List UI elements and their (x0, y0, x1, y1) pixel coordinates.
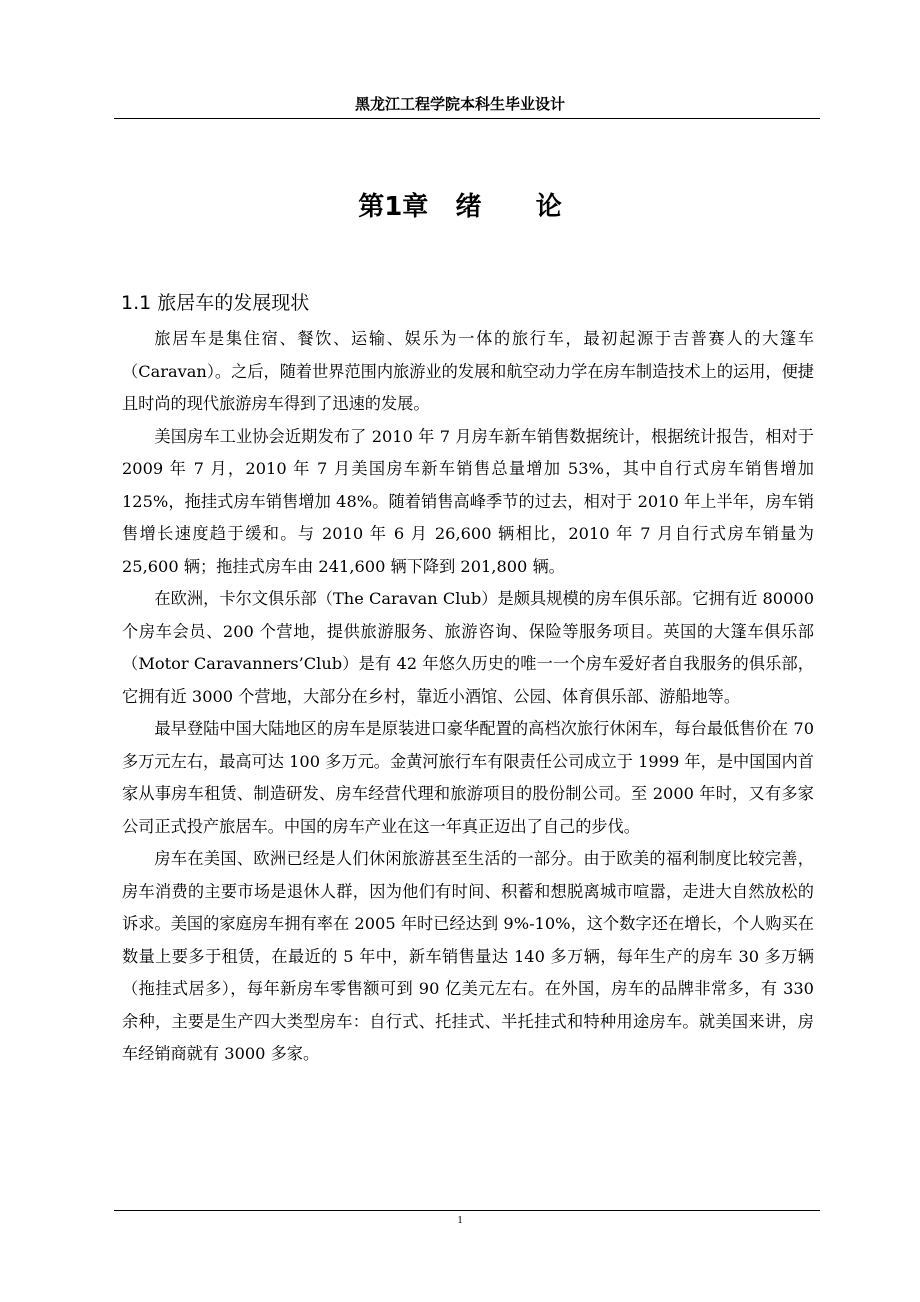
paragraph: 旅居车是集住宿、餐饮、运输、娱乐为一体的旅行车，最初起源于吉普赛人的大篷车（Caravan）。之后，随着世界范围内旅游业的发展和航空动力学在房车制造技术上的运用，便捷且时尚的现代旅游房车得到了迅速的发展。 (122, 329, 814, 413)
running-header: 黑龙江工程学院本科生毕业设计 (354, 95, 565, 113)
paragraph: 最早登陆中国大陆地区的房车是原装进口豪华配置的高档次旅行休闲车，每台最低售价在 70 多万元左右，最高可达 100 多万元。金黄河旅行车有限责任公司成立于 1999 年，是中国国内首家从事房车租赁、制造研发、房车经营代理和旅游项目的股份制公司。至 2000 年时，又有多家公司正式投产旅居车。中国的房车产业在这一年真正迈出了自己的步伐。 (122, 719, 814, 836)
header-divider (114, 118, 820, 119)
body-text (122, 323, 814, 1071)
paragraph: 房车在美国、欧洲已经是人们休闲旅游甚至生活的一部分。由于欧美的福利制度比较完善，房车消费的主要市场是退休人群，因为他们有时间、积蓄和想脱离城市喧嚣，走进大自然放松的诉求。美国的家庭房车拥有率在 2005 年时已经达到 9%-10%，这个数字还在增长，个人购买在数量上要多于租赁，在最近的 5 年中，新车销售量达 140 多万辆，每年生产的房车 30 多万辆（拖挂式居多），每年新房车零售额可到 90 亿美元左右。在外国，房车的品牌非常多，有 330 余种，主要是生产四大类型房车：自行式、托挂式、半托挂式和特种用途房车。就美国来讲，房车经销商就有 3000 多家。 (122, 849, 814, 1063)
page-number: 1 (457, 1214, 463, 1226)
footer-divider (114, 1210, 820, 1211)
section-heading: 1.1 旅居车的发展现状 (121, 292, 310, 314)
paragraph: 美国房车工业协会近期发布了 2010 年 7 月房车新车销售数据统计，根据统计报告，相对于 2009 年 7 月，2010 年 7 月美国房车新车销售总量增加 53%，其中自行式房车销售增加 125%，拖挂式房车销售增加 48%。随着销售高峰季节的过去，相对于 2010 年上半年，房车销售增长速度趋于缓和。与 2010 年 6 月 26,600 辆相比，2010 年 7 月自行式房车销量为 25,600 辆；拖挂式房车由 241,600 辆下降到 201,800 辆。 (122, 426, 814, 576)
paragraph: 在欧洲，卡尔文俱乐部（The Caravan Club）是颇具规模的房车俱乐部。它拥有近 80000 个房车会员、200 个营地，提供旅游服务、旅游咨询、保险等服务项目。英国的大篷车俱乐部（Motor Caravanners’Club）是有 42 年悠久历史的唯一一个房车爱好者自我服务的俱乐部，它拥有近 3000 个营地，大部分在乡村，靠近小酒馆、公园、体育俱乐部、游船地等。 (122, 589, 814, 706)
chapter-title: 第1章 绪 论 (358, 192, 562, 222)
